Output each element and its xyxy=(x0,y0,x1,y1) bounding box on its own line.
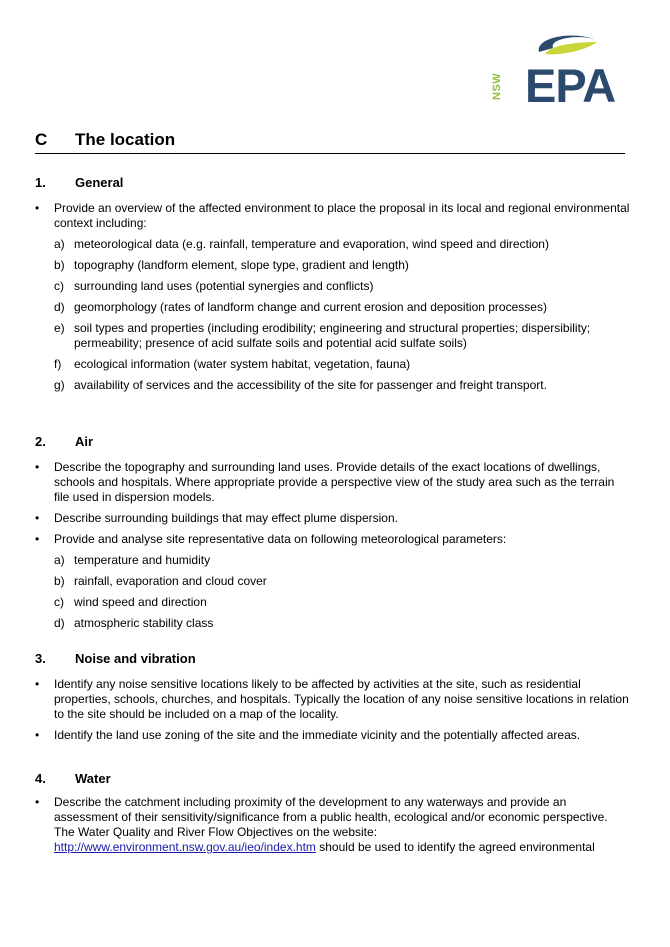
bullet-item xyxy=(35,201,630,231)
bullet-icon: • xyxy=(35,511,40,525)
bullet-icon: • xyxy=(35,532,40,546)
list-letter: b) xyxy=(54,574,65,588)
subheading-water xyxy=(35,771,111,786)
general-block xyxy=(35,201,630,399)
list-letter: c) xyxy=(54,595,64,609)
list-item xyxy=(54,357,630,372)
bullet-item xyxy=(35,677,630,722)
list-letter: d) xyxy=(54,616,65,630)
list-text: geomorphology (rates of landform change and current erosion and deposition processes) xyxy=(74,300,547,314)
water-text: Describe the catchment including proximity of the development to any waterways and provide an assessment of their sensitivity/significance from a public health, ecological and/or economic perspective. The Water Quality and River Flow Objectives on the website: xyxy=(54,795,608,839)
list-text: wind speed and direction xyxy=(74,595,207,609)
list-letter: f) xyxy=(54,357,62,371)
subheading-general xyxy=(35,175,123,190)
subheading-air xyxy=(35,434,93,449)
list-letter: g) xyxy=(54,378,65,392)
list-text: soil types and properties (including erodibility; engineering and structural properties; dispersibility; permeability; presence of acid sulfate soils and potential acid sulfate soils) xyxy=(74,321,591,350)
bullet-text: Identify the land use zoning of the site and the immediate vicinity and the potentially affected areas. xyxy=(54,728,581,742)
section-heading xyxy=(35,130,625,154)
subheading-number: 4. xyxy=(35,771,46,786)
subheading-title: Air xyxy=(75,434,94,449)
list-item xyxy=(54,237,630,252)
bullet-text xyxy=(54,795,630,855)
bullet-item xyxy=(35,728,630,743)
bullet-text: Describe surrounding buildings that may effect plume dispersion. xyxy=(54,511,398,525)
section-title: The location xyxy=(75,130,176,149)
list-text: meteorological data (e.g. rainfall, temperature and evaporation, wind speed and direction) xyxy=(74,237,549,251)
list-text: availability of services and the accessibility of the site for passenger and freight transport. xyxy=(74,378,547,392)
logo-swoosh-icon xyxy=(531,30,601,62)
list-item xyxy=(54,553,630,568)
environment-link[interactable]: http://www.environment.nsw.gov.au/ieo/index.htm xyxy=(54,840,316,854)
list-text: rainfall, evaporation and cloud cover xyxy=(74,574,267,588)
bullet-item xyxy=(35,795,630,855)
bullet-text: Provide an overview of the affected environment to place the proposal in its local and regional environmental context including: xyxy=(54,201,630,230)
bullet-item xyxy=(35,511,630,526)
subheading-noise xyxy=(35,651,196,666)
bullet-icon: • xyxy=(35,728,40,742)
list-letter: b) xyxy=(54,258,65,272)
bullet-icon: • xyxy=(35,677,40,691)
water-text-cont: should be used to identify the agreed environmental xyxy=(315,840,595,854)
subheading-title: Noise and vibration xyxy=(75,651,196,666)
list-letter: c) xyxy=(54,279,64,293)
list-text: ecological information (water system habitat, vegetation, fauna) xyxy=(74,357,411,371)
bullet-icon: • xyxy=(35,795,40,809)
list-item xyxy=(54,378,630,393)
list-text: surrounding land uses (potential synergies and conflicts) xyxy=(74,279,374,293)
bullet-icon: • xyxy=(35,460,40,474)
subheading-title: General xyxy=(75,175,124,190)
list-item xyxy=(54,279,630,294)
list-item xyxy=(54,595,630,610)
list-text: atmospheric stability class xyxy=(74,616,214,630)
list-item xyxy=(54,321,630,351)
logo-nsw-text: NSW xyxy=(491,72,503,100)
list-text: temperature and humidity xyxy=(74,553,211,567)
nsw-epa-logo xyxy=(491,30,627,112)
water-block xyxy=(35,795,630,861)
subheading-number: 3. xyxy=(35,651,46,666)
logo-epa-text: EPA xyxy=(525,59,616,112)
list-item xyxy=(54,616,630,631)
list-item xyxy=(54,258,630,273)
bullet-icon: • xyxy=(35,201,40,215)
list-item xyxy=(54,574,630,589)
list-text: topography (landform element, slope type, gradient and length) xyxy=(74,258,409,272)
noise-block xyxy=(35,677,630,749)
bullet-text: Provide and analyse site representative data on following meteorological parameters: xyxy=(54,532,507,546)
bullet-text: Identify any noise sensitive locations likely to be affected by activities at the site, such as residential properties, schools, churches, and hospitals. Typically the location of any noise sensitive locations in relation to the site should be included on a map of the locality. xyxy=(54,677,629,721)
list-letter: d) xyxy=(54,300,65,314)
list-item xyxy=(54,300,630,315)
bullet-item xyxy=(35,460,630,505)
list-letter: a) xyxy=(54,237,65,251)
subheading-number: 2. xyxy=(35,434,46,449)
bullet-text: Describe the topography and surrounding land uses. Provide details of the exact locations of dwellings, schools and hospitals. Where appropriate provide a perspective view of the study area such as the terrain file used in dispersion models. xyxy=(54,460,615,504)
list-letter: a) xyxy=(54,553,65,567)
bullet-item xyxy=(35,532,630,547)
subheading-title: Water xyxy=(75,771,111,786)
air-block xyxy=(35,460,630,637)
section-letter: C xyxy=(35,130,48,149)
subheading-number: 1. xyxy=(35,175,46,190)
list-letter: e) xyxy=(54,321,65,335)
